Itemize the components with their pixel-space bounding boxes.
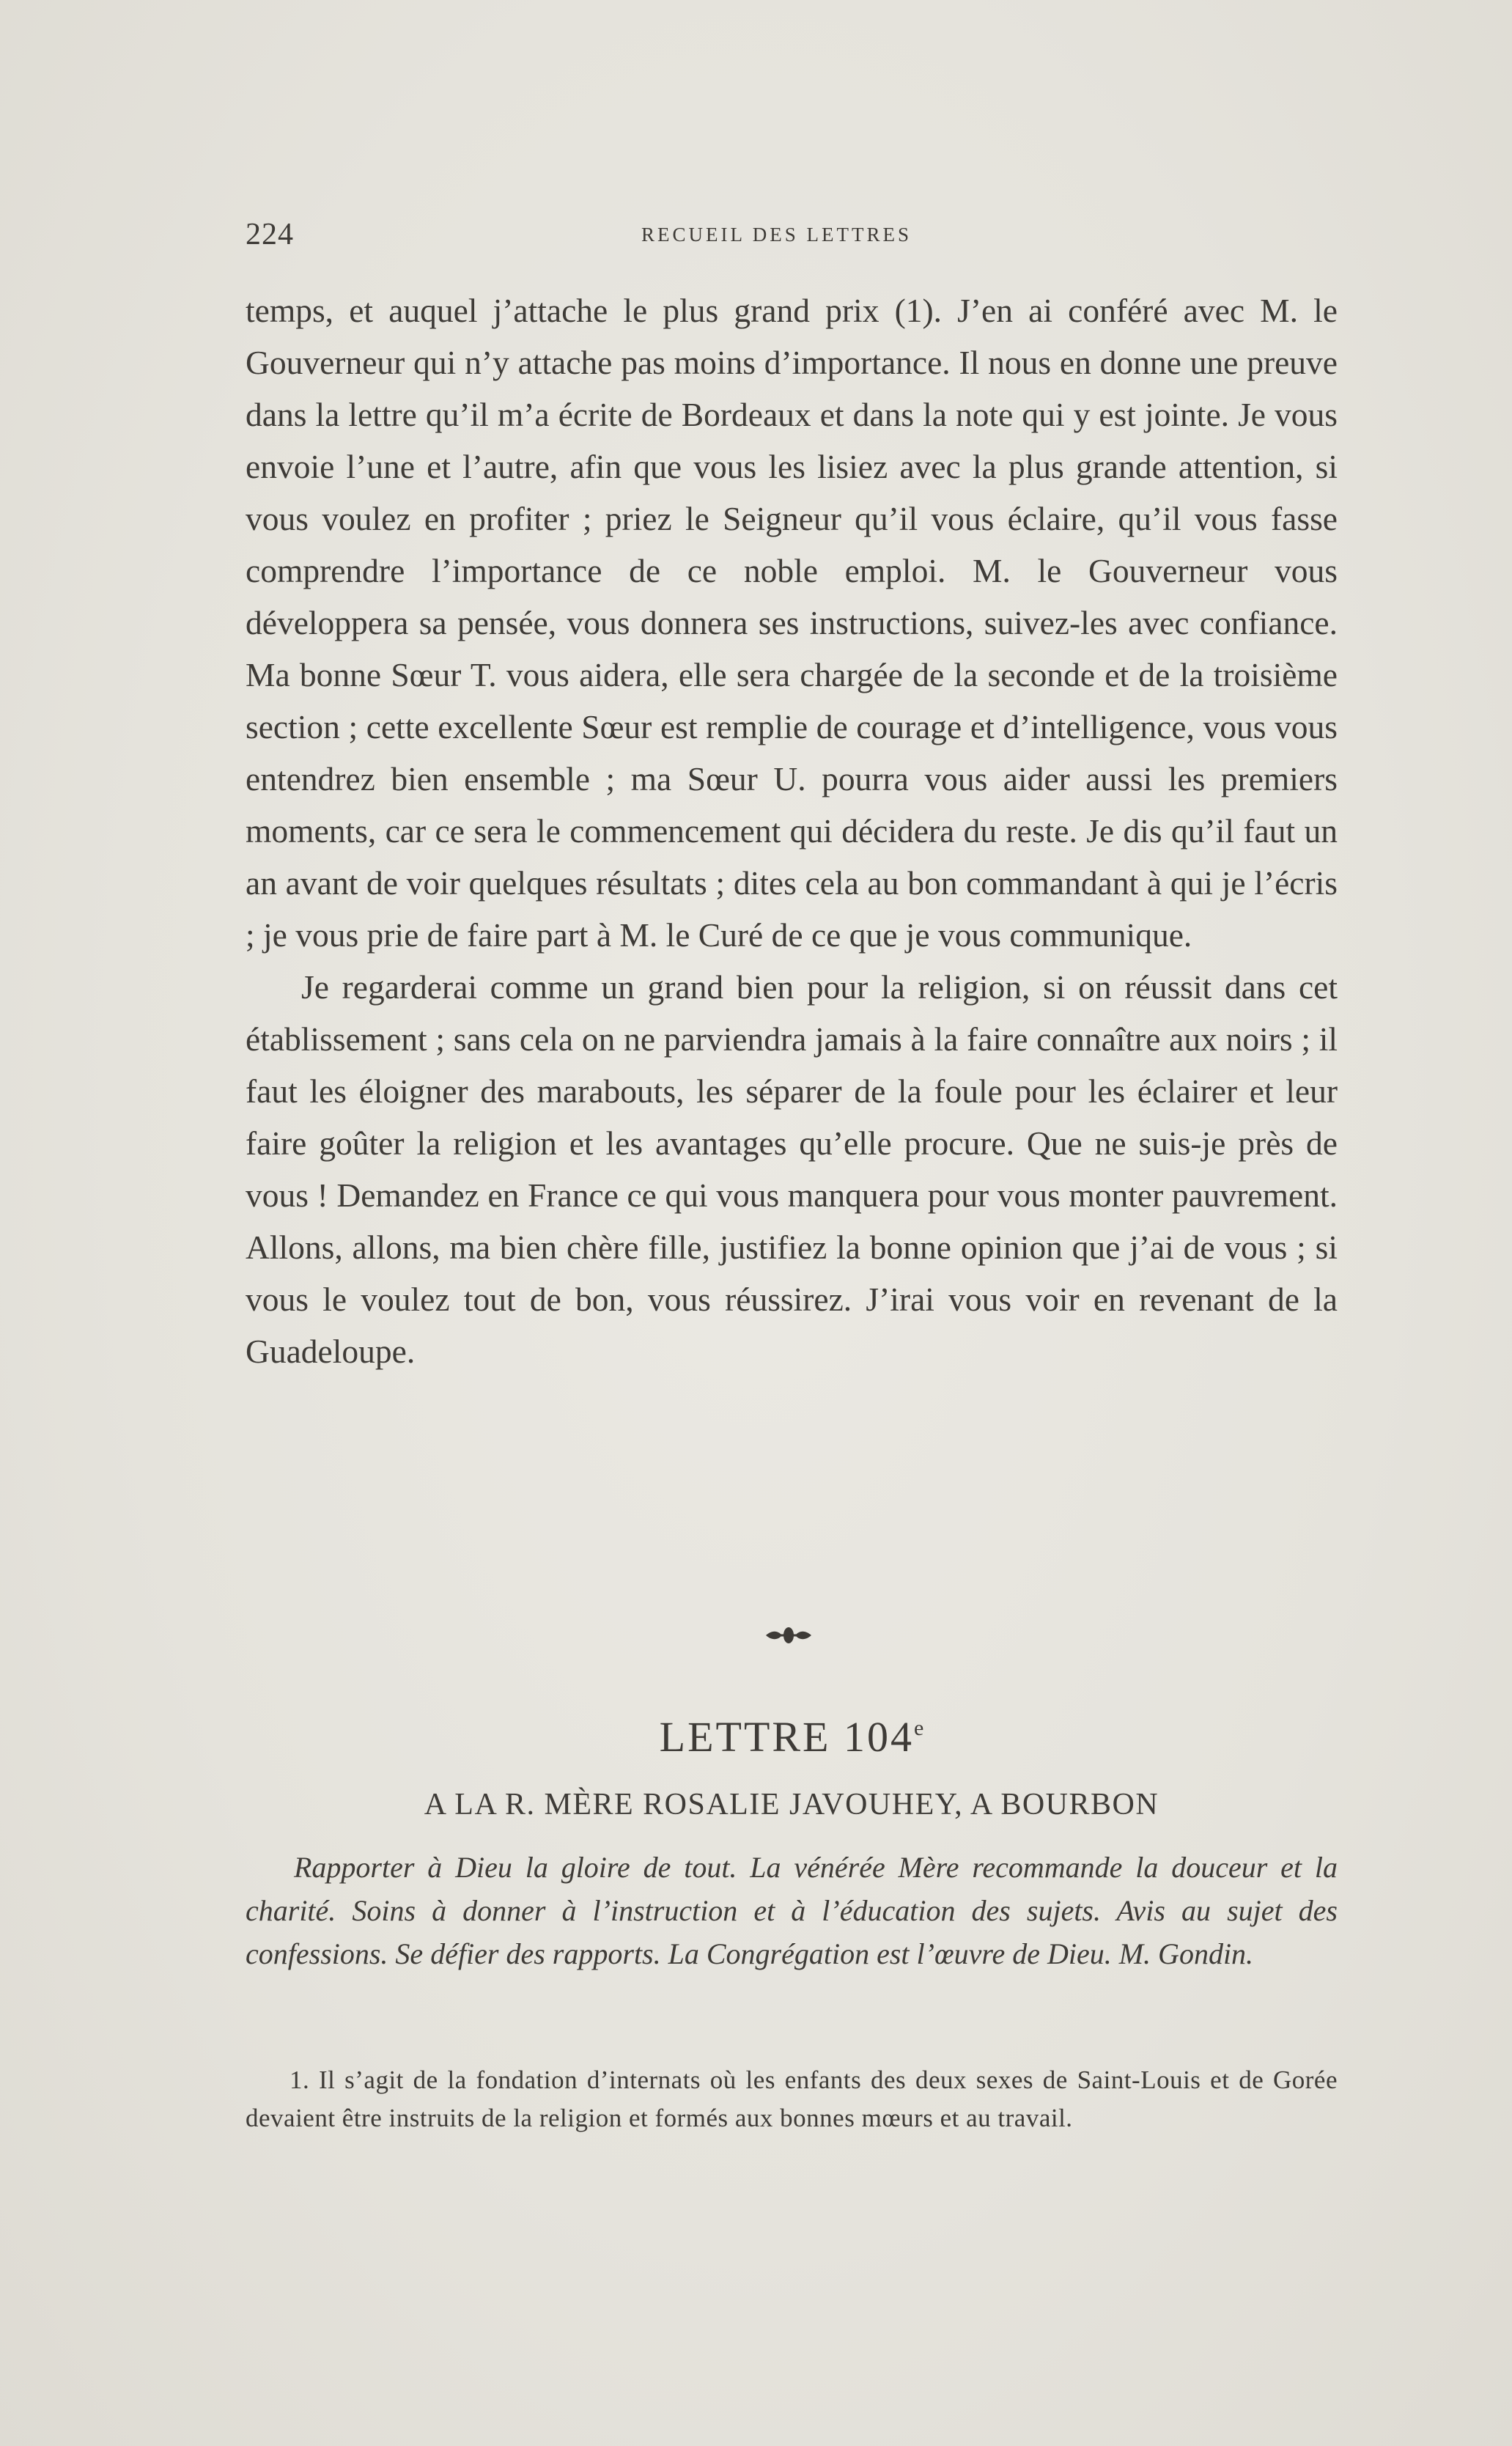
fleuron-ornament-icon — [764, 1626, 813, 1645]
page-header — [246, 214, 1338, 255]
body-text — [246, 284, 1338, 1377]
letter-title-text: LETTRE 104 — [659, 1713, 914, 1761]
footnote: 1. Il s’agit de la fondation d’internats où les enfants des deux sexes de Saint-Louis et de Gorée devaient être instruits de la religion et formés aux bonnes mœurs et au travail. — [246, 2066, 1338, 2132]
letter-summary: Rapporter à Dieu la gloire de tout. La vénérée Mère recommande la douceur et la charité. Soins à donner à l’instruction et à l’éducation des sujets. Avis au sujet des confessions. Se défier des rapports. La Congrégation est l’œuvre de Dieu. M. Gondin. — [246, 1851, 1338, 1970]
page-number: 224 — [246, 218, 294, 251]
running-head: RECUEIL DES LETTRES — [641, 224, 912, 246]
letter-addressee: A LA R. MÈRE ROSALIE JAVOUHEY, A BOURBON — [424, 1788, 1159, 1821]
body-paragraph: Je regarderai comme un grand bien pour la religion, si on réussit dans cet établissement ; sans cela on ne parviendra jamais à la faire connaître aux noirs ; il faut les éloigner des marabouts, les séparer de la foule pour les éclairer et leur faire goûter la religion et les avantages qu’elle procure. Que ne suis-je près de vous ! Demandez en France ce qui vous manquera pour vous monter pauvrement. Allons, allons, ma bien chère fille, justifiez la bonne opinion que j’ai de vous ; si vous le voulez tout de bon, vous réussirez. J’irai vous voir en revenant de la Guadeloupe. — [246, 968, 1338, 1370]
letter-title — [246, 1702, 1338, 1764]
letter-title-suffix: e — [914, 1716, 924, 1740]
body-paragraph: temps, et auquel j’attache le plus grand prix (1). J’en ai conféré avec M. le Gouverneur qui n’y attache pas moins d’importance. Il nous en donne une preuve dans la lettre qu’il m’a écrite de Bordeaux et dans la note qui y est jointe. Je vous envoie l’une et l’autre, afin que vous les lisiez avec la plus grande attention, si vous voulez en profiter ; priez le Seigneur qu’il vous éclaire, qu’il vous fasse comprendre l’importance de ce noble emploi. M. le Gouverneur vous développera sa pensée, vous donnera ses instructions, suivez-les avec confiance. Ma bonne Sœur T. vous aidera, elle sera chargée de la seconde et de la troisième section ; cette excellente Sœur est remplie de courage et d’intelligence, vous vous entendrez bien ensemble ; ma Sœur U. pourra vous aider aussi les premiers moments, car ce sera le commencement qui décidera du reste. Je dis qu’il faut un an avant de voir quelques résultats ; dites cela au bon commandant à qui je l’écris ; je vous prie de faire part à M. le Curé de ce que je vous communique. — [246, 292, 1338, 954]
